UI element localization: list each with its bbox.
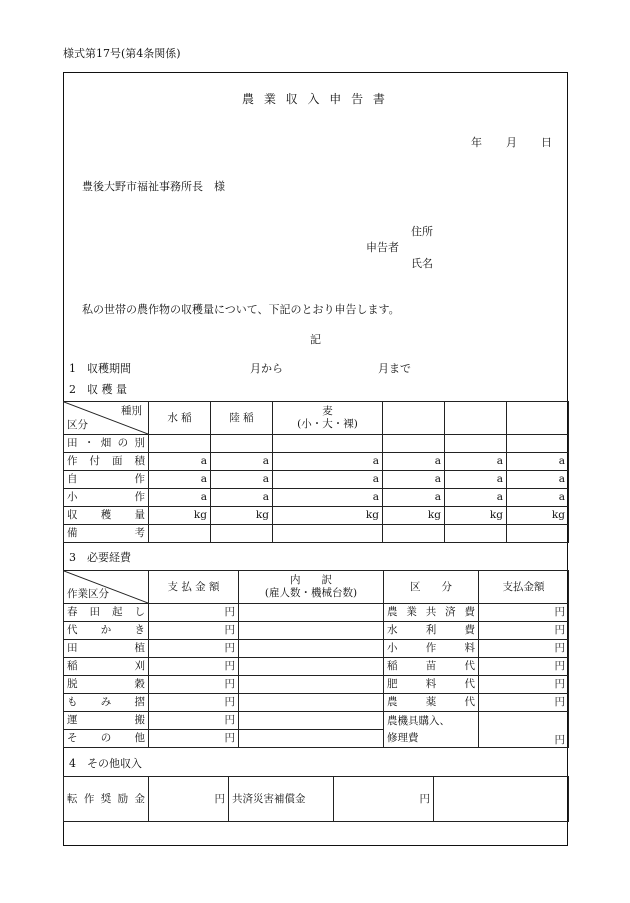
exp-row-seedling: 稲 苗 代 [384,658,479,676]
date-day: 日 [541,136,552,149]
form-label: 様式第17号(第4条関係) [63,47,181,60]
harvest-table: 種別 区分 水 稲 陸 稲 麦 (小・大・裸) 田 ・ 畑 の 別 作 付 面 積 a a a a a a 自 作 a a a a a a 小 作 a a a a a a 収 穫 量 kg kg kg kg kg kg 備 考 [63,401,569,543]
date-month: 月 [506,136,517,149]
col-breakdown-label: 内 訳 [290,574,332,586]
section1-heading: 1 収穫期間 [69,362,131,375]
name-label: 氏名 [411,257,433,270]
exp-row-mutual-aid: 農 業 共 済 費 [384,604,479,622]
section4-heading: 4 その他収入 [69,757,142,770]
row-label: 収 穫 量 [67,509,145,522]
exp-row-puddling: 代 か き [64,622,149,640]
row-label: 作 付 面 積 [67,455,145,468]
period-to: 月まで [378,362,411,375]
col-breakdown [239,571,384,604]
col-suito: 水 稲 [149,402,211,435]
row-label: 備 考 [67,527,145,540]
declarant-label: 申告者 [366,241,399,254]
exp-row-hulling: も み 摺 [64,694,149,712]
exp-row-planting: 田 植 [64,640,149,658]
address-label: 住所 [411,225,433,238]
exp-row-water: 水 利 費 [384,622,479,640]
col-mugi-label: 麦 [322,405,333,417]
exp-row-transport: 運 搬 [64,712,149,730]
row-planted-area [64,453,149,471]
col-mugi [273,402,383,435]
section2-heading: 2 収 穫 量 [69,383,127,396]
col-category: 区 分 [384,571,479,604]
corner-bottom-label: 区分 [67,418,88,431]
row-self-farmed [64,471,149,489]
period-from: 月から [250,362,283,375]
exp-row-other: そ の 他 [64,730,149,748]
disaster-compensation-value[interactable]: 円 [334,777,434,822]
conversion-subsidy-label: 転 作 奨 励 金 [64,777,149,822]
row-label: 自 作 [67,473,145,486]
exp-row-threshing: 脱 穀 [64,676,149,694]
exp-row-reaping: 稲 刈 [64,658,149,676]
row-yield [64,507,149,525]
row-label: 小 作 [67,491,145,504]
row-label: 田 ・ 畑 の 別 [67,437,145,450]
exp-row-plowing: 春 田 起 し [64,604,149,622]
form-title: 農 業 収 入 申 告 書 [242,92,388,106]
statement: 私の世帯の農作物の収穫量について、下記のとおり申告します。 [82,303,400,316]
col-payment: 支 払 金 額 [149,571,239,604]
col-payment2: 支払金額 [479,571,569,604]
exp-row-fertilizer: 肥 料 代 [384,676,479,694]
date-year: 年 [471,136,482,149]
work-category-label: 作業区分 [67,587,109,600]
exp-row-pesticide: 農 薬 代 [384,694,479,712]
col-rikuto: 陸 稲 [211,402,273,435]
expenses-corner-cell [64,571,149,604]
row-remarks [64,525,149,543]
section3-heading: 3 必要経費 [69,551,131,564]
ki-label: 記 [310,333,321,346]
row-field-type [64,435,149,453]
harvest-corner-cell [64,402,149,435]
conversion-subsidy-value[interactable]: 円 [149,777,229,822]
expenses-table: 作業区分 支 払 金 額 内 訳 (雇人数・機械台数) 区 分 支払金額 春 田 起 し 円 農 業 共 済 費 円 代 か き 円 水 利 費 円 田 植 円 小 作 料 円 稲 刈 円 稲 苗 代 円 脱 穀 円 肥 料 代 円 も み 摺 円 農 薬 代 円 運 搬 円 農機具購入、 修理費 円 そ の 他 円 [63,570,569,748]
other-income-table [63,776,569,822]
exp-row-tenancy: 小 作 料 [384,640,479,658]
col-breakdown-sub: (雇人数・機械台数) [264,587,358,599]
exp-row-machinery: 農機具購入、 修理費 [384,712,479,748]
corner-top-label: 種別 [121,405,142,417]
disaster-compensation-label: 共済災害補償金 [229,777,334,822]
col-mugi-sub: (小・大・裸) [297,418,358,430]
addressee: 豊後大野市福祉事務所長 様 [82,180,225,193]
row-tenant [64,489,149,507]
